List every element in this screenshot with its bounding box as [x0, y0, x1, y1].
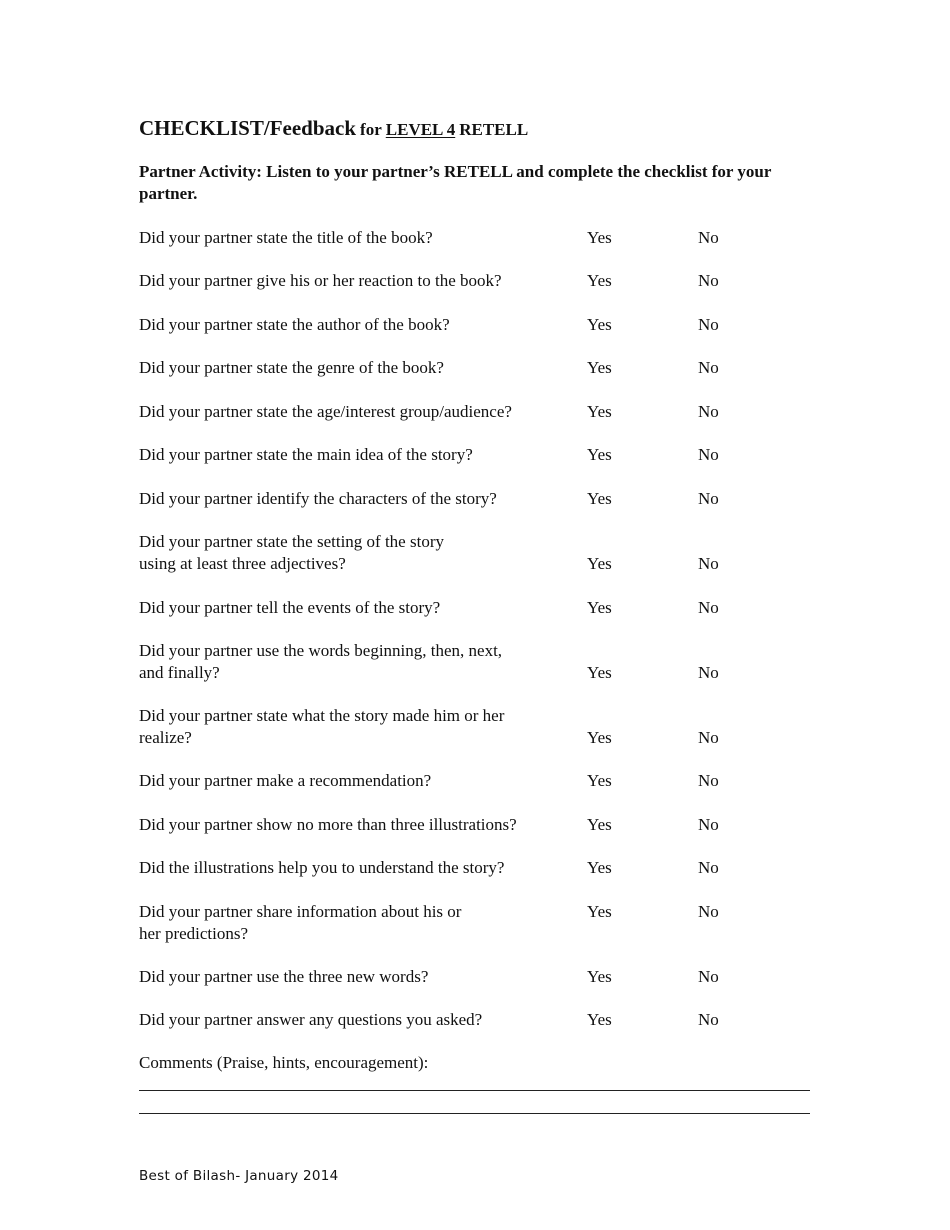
- page-title: [139, 114, 528, 145]
- footer: Best of Bilash- January 2014: [139, 1168, 339, 1184]
- answer-yes[interactable]: Yes: [587, 315, 612, 334]
- answer-no[interactable]: No: [698, 445, 719, 464]
- question-text: [139, 901, 579, 945]
- question-line: her predictions?: [139, 924, 249, 943]
- title-retell: RETELL: [459, 120, 529, 139]
- answer-yes[interactable]: Yes: [587, 815, 612, 834]
- title-level: LEVEL 4: [385, 120, 456, 139]
- answer-no[interactable]: No: [698, 663, 719, 682]
- question-text: [139, 270, 579, 292]
- instructions: Partner Activity: Listen to your partner’s RETELL and complete the checklist for your partner.: [139, 162, 772, 203]
- question-line: realize?: [139, 728, 192, 747]
- question-line: Did your partner state the genre of the book?: [139, 358, 444, 377]
- answer-no[interactable]: No: [698, 858, 719, 877]
- answer-no[interactable]: No: [698, 1010, 719, 1029]
- question-text: [139, 444, 579, 466]
- comment-line-1[interactable]: [139, 1090, 810, 1091]
- question-text: [139, 814, 579, 836]
- answer-yes[interactable]: Yes: [587, 771, 612, 790]
- answer-yes[interactable]: Yes: [587, 445, 612, 464]
- answer-yes[interactable]: Yes: [587, 663, 612, 682]
- answer-no[interactable]: No: [698, 402, 719, 421]
- question-text: [139, 227, 579, 249]
- question-line: Did your partner tell the events of the story?: [139, 598, 441, 617]
- answer-no[interactable]: No: [698, 598, 719, 617]
- answer-yes[interactable]: Yes: [587, 902, 612, 921]
- answer-no[interactable]: No: [698, 815, 719, 834]
- question-line: Did your partner state the title of the book?: [139, 228, 433, 247]
- question-line: Did your partner make a recommendation?: [139, 771, 432, 790]
- answer-no[interactable]: No: [698, 771, 719, 790]
- question-text: [139, 531, 579, 575]
- question-text: [139, 597, 579, 619]
- question-line: Did your partner identify the characters of the story?: [139, 489, 497, 508]
- question-line: Did your partner show no more than three illustrations?: [139, 815, 517, 834]
- question-text: [139, 770, 579, 792]
- title-for: for: [360, 120, 382, 139]
- answer-yes[interactable]: Yes: [587, 271, 612, 290]
- question-line: Did your partner answer any questions you asked?: [139, 1010, 483, 1029]
- answer-yes[interactable]: Yes: [587, 1010, 612, 1029]
- comments-label: Comments (Praise, hints, encouragement):: [139, 1053, 429, 1072]
- question-line: and finally?: [139, 663, 220, 682]
- question-line: Did the illustrations help you to understand the story?: [139, 858, 505, 877]
- answer-yes[interactable]: Yes: [587, 554, 612, 573]
- question-line: Did your partner state what the story made him or her: [139, 706, 505, 725]
- question-line: Did your partner state the age/interest group/audience?: [139, 402, 512, 421]
- answer-no[interactable]: No: [698, 228, 719, 247]
- question-text: [139, 705, 579, 749]
- answer-no[interactable]: No: [698, 315, 719, 334]
- answer-yes[interactable]: Yes: [587, 598, 612, 617]
- question-line: Did your partner state the author of the book?: [139, 315, 450, 334]
- answer-yes[interactable]: Yes: [587, 967, 612, 986]
- answer-no[interactable]: No: [698, 728, 719, 747]
- answer-yes[interactable]: Yes: [587, 489, 612, 508]
- question-line: Did your partner state the setting of the story: [139, 532, 444, 551]
- question-text: [139, 966, 579, 988]
- question-line: Did your partner use the three new words?: [139, 967, 429, 986]
- answer-yes[interactable]: Yes: [587, 728, 612, 747]
- question-line: Did your partner share information about his or: [139, 902, 462, 921]
- answer-yes[interactable]: Yes: [587, 858, 612, 877]
- question-text: [139, 857, 579, 879]
- answer-yes[interactable]: Yes: [587, 228, 612, 247]
- question-line: Did your partner give his or her reaction to the book?: [139, 271, 502, 290]
- answer-no[interactable]: No: [698, 967, 719, 986]
- answer-no[interactable]: No: [698, 489, 719, 508]
- answer-no[interactable]: No: [698, 358, 719, 377]
- question-text: [139, 357, 579, 379]
- comment-line-2[interactable]: [139, 1113, 810, 1114]
- answer-no[interactable]: No: [698, 902, 719, 921]
- answer-no[interactable]: No: [698, 554, 719, 573]
- title-checklist: CHECKLIST/Feedback: [139, 116, 357, 140]
- question-line: Did your partner state the main idea of the story?: [139, 445, 473, 464]
- question-line: using at least three adjectives?: [139, 554, 346, 573]
- answer-no[interactable]: No: [698, 271, 719, 290]
- answer-yes[interactable]: Yes: [587, 358, 612, 377]
- answer-yes[interactable]: Yes: [587, 402, 612, 421]
- question-line: Did your partner use the words beginning, then, next,: [139, 641, 503, 660]
- question-text: [139, 1009, 579, 1031]
- question-text: [139, 640, 579, 684]
- question-text: [139, 314, 579, 336]
- question-text: [139, 488, 579, 510]
- question-text: [139, 401, 579, 423]
